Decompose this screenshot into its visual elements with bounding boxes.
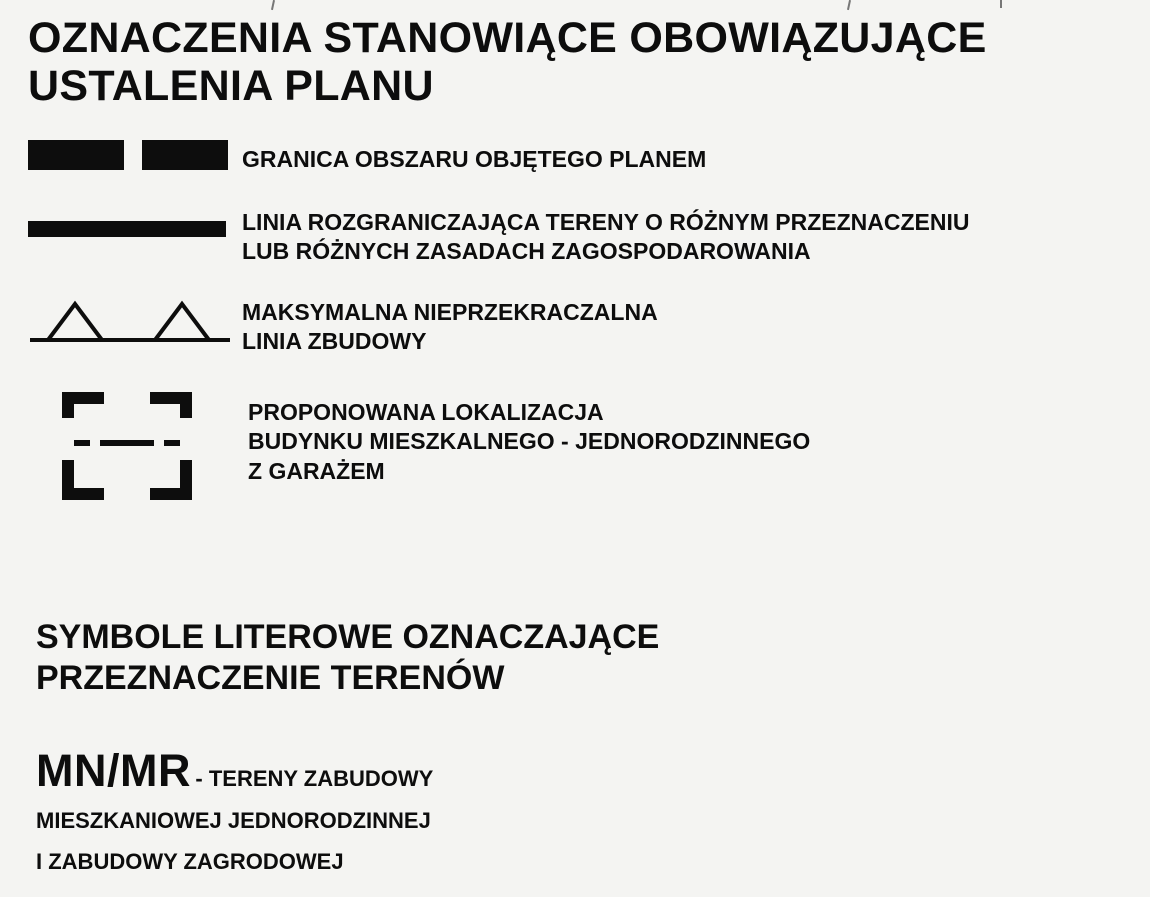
building-location-frame-symbol	[60, 390, 194, 502]
boundary-dash	[28, 140, 124, 170]
boundary-dashed-line-symbol	[28, 138, 228, 172]
boundary-dash	[142, 140, 228, 170]
label-line: LINIA ZBUDOWY	[242, 328, 427, 355]
scan-speck	[1000, 0, 1002, 8]
title-line: PRZEZNACZENIE TERENÓW	[36, 659, 505, 698]
title-line: USTALENIA PLANU	[28, 62, 434, 111]
label-line: MAKSYMALNA NIEPRZEKRACZALNA	[242, 299, 658, 325]
mn-mr-definition	[36, 745, 433, 879]
obligatory-section-title	[28, 14, 987, 110]
title-line: OZNACZENIA STANOWIĄCE OBOWIĄZUJĄCE	[28, 14, 987, 62]
label-line: LUB RÓŻNYCH ZASADACH ZAGOSPODAROWANIA	[242, 238, 811, 265]
scan-speck	[847, 0, 851, 10]
building-location-label	[248, 398, 810, 486]
land-use-description-line: I ZABUDOWY ZAGRODOWEJ	[36, 849, 344, 875]
boundary-label: GRANICA OBSZARU OBJĘTEGO PLANEM	[242, 146, 707, 172]
land-use-description-line: MIESZKANIOWEJ JEDNORODZINNEJ	[36, 808, 431, 833]
demarcation-solid-line-symbol	[28, 219, 228, 241]
label-line: PROPONOWANA LOKALIZACJA	[248, 399, 604, 425]
label-line: BUDYNKU MIESZKALNEGO - JEDNORODZINNEGO	[248, 428, 811, 455]
label-line: LINIA ROZGRANICZAJĄCA TERENY O RÓŻNYM PRZEZNACZENIU	[242, 209, 970, 235]
triangle-mark	[155, 304, 209, 340]
land-use-code: MN/MR	[36, 745, 191, 796]
building-line-label	[242, 298, 658, 357]
symbols-section-title	[36, 617, 659, 700]
building-line-triangles-symbol	[30, 294, 230, 346]
label-line: Z GARAŻEM	[248, 457, 385, 484]
land-use-description: - TERENY ZABUDOWY	[195, 766, 434, 791]
triangle-mark	[48, 304, 102, 340]
demarcation-label	[242, 208, 970, 267]
title-line: SYMBOLE LITEROWE OZNACZAJĄCE	[36, 618, 660, 656]
scan-speck	[271, 0, 275, 10]
